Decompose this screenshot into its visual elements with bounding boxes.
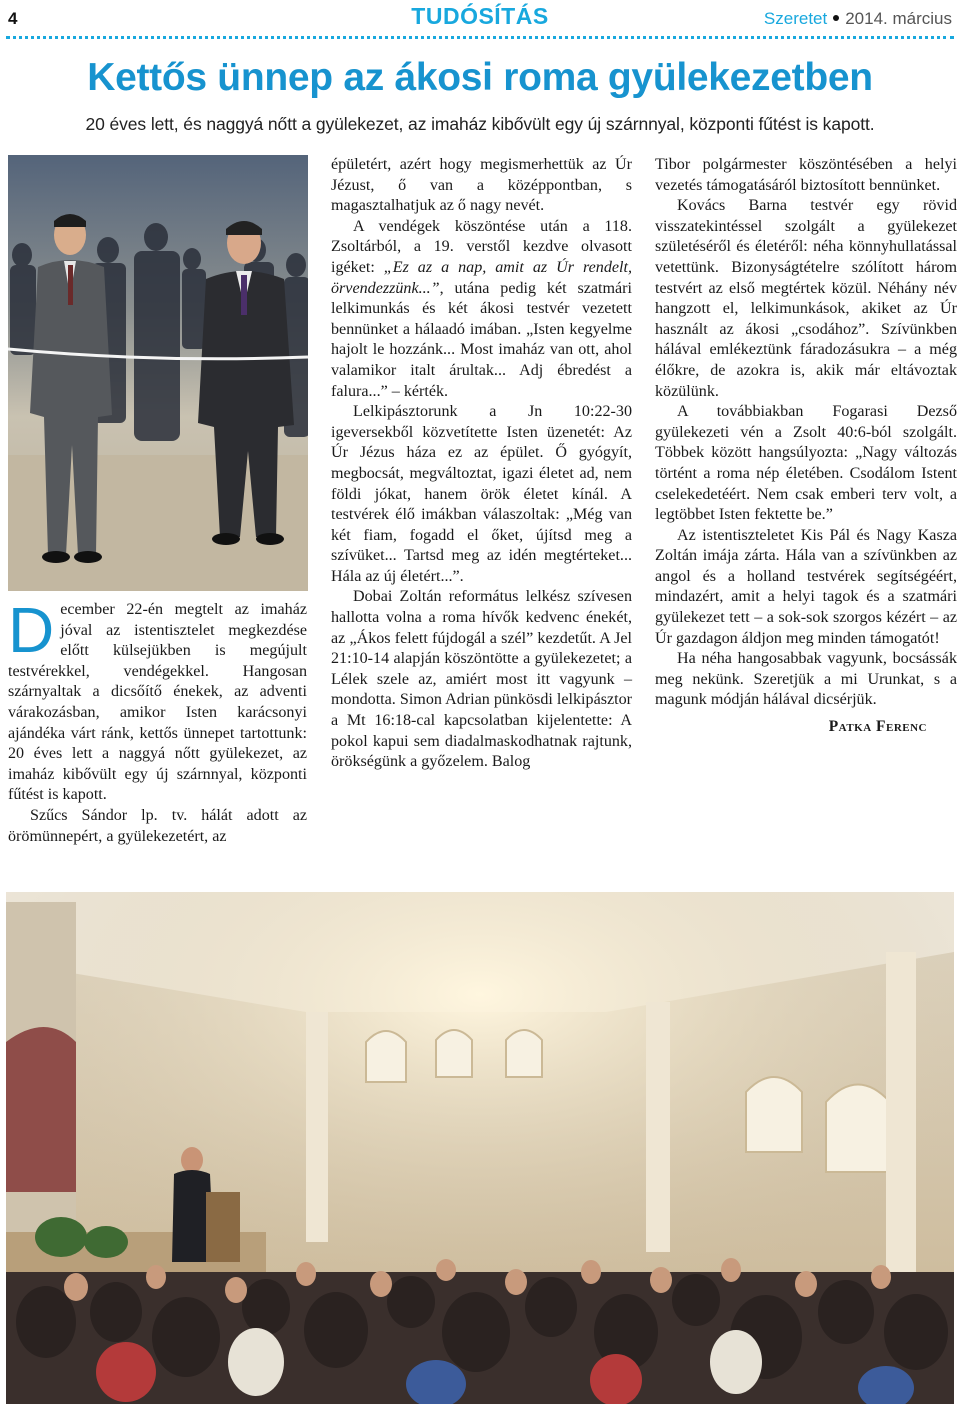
paragraph-text: ecember 22-én megtelt az imaház jóval az istentisztelet megkezdése előtt külsejükben is megújult testvérekkel, vendégekkel. Hangosan szárnyaltak a dicsőítő énekek, az adventi várakozásban, amikor Isten karácsonyi ajándéka várt ránk, kettős ünnepet tartottunk: 20 éves lett a naggyá nőtt gyülekezet, az imaház kibővült egy új szárnnyal, központi fűtést is kapott. bbox=[8, 601, 307, 804]
issue-date: 2014. március bbox=[845, 9, 952, 28]
paragraph bbox=[331, 217, 632, 402]
paragraph: Lelkipásztorunk a Jn 10:22-30 igeversekből közvetítette Isten üzenetét: Az Úr Jézus háza ez az épület. Ő gyógyít, megbocsát, megváltoztat, igazi életet ad, nem földi jókat, hanem örök életet kínál. A testvérek élő imákban válaszoltak: „Még van két fiam, fogadd el őket, újítsd meg a szívüket... Tartsd meg az idén megtérteket... Hála az új életért...”. bbox=[331, 403, 632, 585]
page-number: 4 bbox=[8, 9, 18, 28]
paragraph: Az istentiszteletet Kis Pál és Nagy Kasza Zoltán imája zárta. Hála van a szívünkben az angol és a holland testvérek segítségéért, mindazért, amit a helyi tagok és a szatmári gyülekezet tett – a sok-sok szorgos kézért – az Úr gazdagon áldjon meg minden támogatót! bbox=[655, 526, 957, 647]
paragraph bbox=[8, 594, 307, 806]
paragraph: A továbbiakban Fogarasi Dezső gyülekezeti vén a Zsolt 40:6-ból szolgált. Többek között hangsúlyozta: „Nagy változás történt a roma nép életében. Csodálom Istent cselekedetéért. Nem csak emberi terv volt, a legtöbbet Isten fektette be.” bbox=[655, 403, 957, 524]
paragraph-text: , utána pedig két szatmári lelkimunkás és két ákosi testvér vezetett bennünket a hálaadó imában. „Isten kegyelme hajolt le hozzánk... Most imaház van ott, ahol valamikor italt árultak... Adj ébredést a falura...” – kérték. bbox=[331, 279, 632, 400]
paragraph: Dobai Zoltán református lelkész szívesen hallotta volna a roma hívők kedvenc énekét, az „Ákos felett fújdogál a szél” kezdetűt. A Jel 21:10-14 alapján köszöntötte a gyülekezetet; a Lélek szele az, amiért most itt vagyunk – mondotta. Simon Adrian pünkösdi lelkipásztor a Mt 16:18-cal kapcsolatban kijelentette: A pokol kapui sem diadalmaskodhatnak rajtunk, örökségünk a győzelem. Balog bbox=[331, 588, 632, 771]
issue-info bbox=[764, 9, 952, 29]
paragraph: épületért, azért hogy megismerhettük az Úr Jézust, ő van a középpontban, s magasztalhatjuk az ő nagy nevét. bbox=[331, 156, 632, 215]
scripture-quote: „Ez az a nap, amit az Úr rendelt, örvendezzünk...” bbox=[331, 258, 632, 297]
paragraph: Ha néha hangosabbak vagyunk, bocsássák meg nekünk. Szeretjük a mi Urunkat, s a magunk módján hálával dicsérjük. bbox=[655, 650, 957, 709]
paragraph: Szűcs Sándor lp. tv. hálát adott az örömünnepért, a gyülekezetért, az bbox=[8, 806, 307, 845]
article-column-3 bbox=[655, 155, 957, 738]
congregation-photo bbox=[6, 892, 954, 1404]
article-subtitle: 20 éves lett, és naggyá nőtt a gyülekezet, az imaház kibővült egy új szárnnyal, központi fűtést is kapott. bbox=[85, 114, 875, 134]
separator-dot bbox=[833, 15, 839, 21]
publication-name: Szeretet bbox=[763, 9, 828, 28]
paragraph: Kovács Barna testvér egy rövid visszatekintéssel szolgált a gyülekezet születéséről és életéről: néha könnyhullatással vetettünk. Bizonyságtételre szólított három testvért az első megtértek közül. Néhány név hangzott el, lelkimunkások, akiket az Úr használt az ákosi „csodához”. Szívünkben hálával emlékeztünk fáradozásukra – a még élőkre, de azokra is, akik már eltávoztak közülünk. bbox=[655, 197, 957, 400]
paragraph-text: A vendégek köszöntése után a 118. Zsoltárból, a 19. verstől kezdve olvasott igéket: bbox=[331, 217, 632, 276]
page-header bbox=[0, 0, 960, 38]
article-column-2 bbox=[331, 155, 632, 773]
article-column-1 bbox=[8, 594, 307, 847]
ribbon-cutting-photo bbox=[8, 155, 308, 591]
section-label: TUDÓSÍTÁS bbox=[411, 3, 549, 29]
dotted-rule bbox=[6, 36, 954, 39]
article-title: Kettős ünnep az ákosi roma gyülekezetben bbox=[87, 56, 873, 99]
paragraph: Tibor polgármester köszöntésében a helyi vezetés támogatásáról biztosított bennünket. bbox=[655, 156, 957, 194]
drop-cap: D bbox=[8, 594, 55, 666]
author-signature: Patka Ferenc bbox=[828, 718, 927, 736]
